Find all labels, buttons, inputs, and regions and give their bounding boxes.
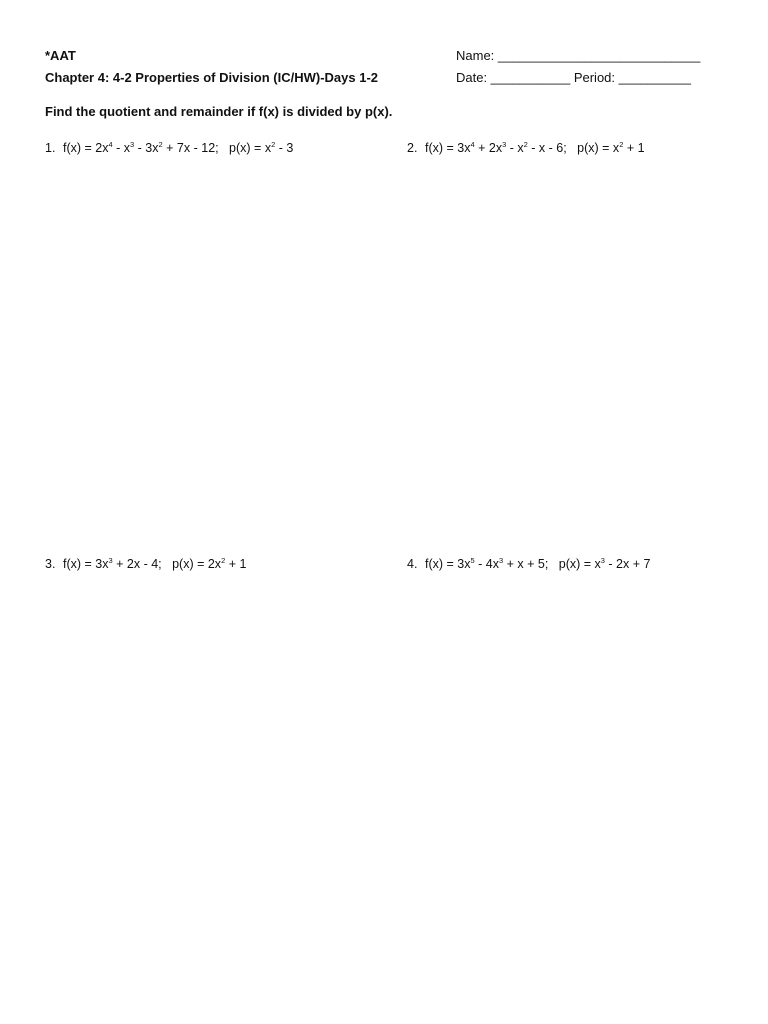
problem-number: 3. (45, 557, 56, 571)
p-expression: $p(x) = x^2 + 1$ (577, 140, 645, 155)
p-expression: $p(x) = 2x^2 + 1$ (172, 556, 247, 571)
p-expression: $p(x) = x^3 - 2x + 7$ (558, 556, 651, 571)
date-period-field: Date: ___________ Period: __________ (456, 70, 691, 85)
f-expression: $f(x) = 2x^4 - x^3 - 3x^2 + 7x - 12$; (63, 140, 219, 155)
chapter-title: Chapter 4: 4-2 Properties of Division (IC/HW)-Days 1-2 (45, 70, 379, 85)
f-expression: $f(x) = 3x^4 + 2x^3 - x^2 - x - 6$; (425, 140, 567, 155)
problem-3 (45, 556, 246, 572)
problem-1 (45, 140, 293, 156)
p-expression: $p(x) = x^2 - 3$ (229, 140, 294, 155)
problem-2 (407, 140, 645, 156)
problem-4 (407, 556, 650, 572)
problem-number: 1. (45, 141, 56, 155)
f-expression: $f(x) = 3x^5 - 4x^3 + x + 5$; (425, 556, 549, 571)
f-expression: $f(x) = 3x^3 + 2x - 4$; (63, 556, 162, 571)
problem-number: 4. (407, 557, 418, 571)
problem-number: 2. (407, 141, 418, 155)
instructions: Find the quotient and remainder if f(x) is divided by p(x). (45, 104, 393, 119)
course-title: *AAT (45, 48, 76, 63)
name-field: Name: ____________________________ (456, 48, 701, 63)
